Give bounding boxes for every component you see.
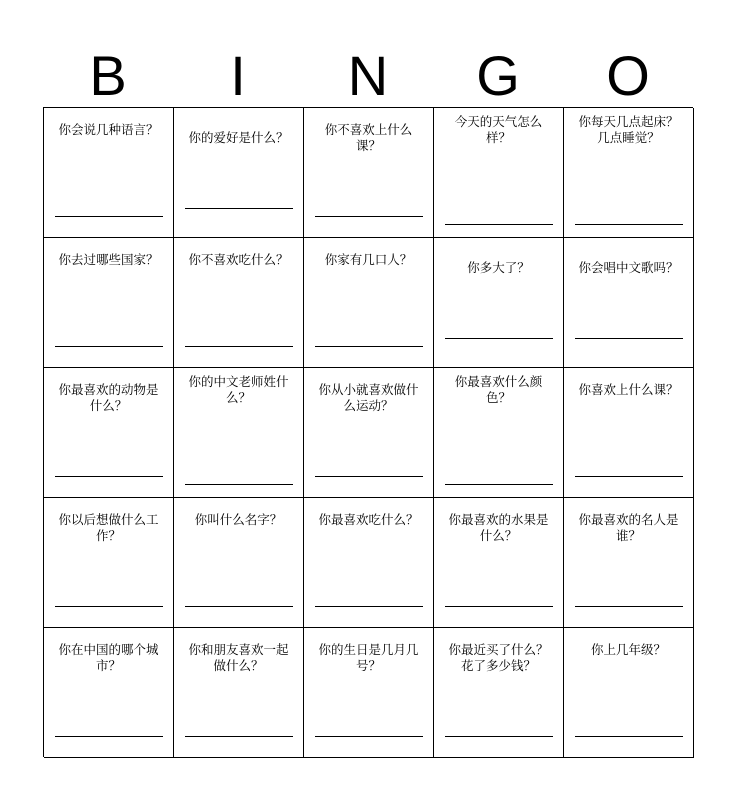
bingo-cell: [44, 108, 174, 238]
bingo-header: [43, 45, 693, 107]
answer-line: [185, 208, 293, 209]
answer-line: [55, 476, 163, 477]
header-letter-g: G: [476, 44, 520, 107]
cell-question: 你最喜欢什么颜色？: [454, 374, 543, 405]
bingo-grid: [43, 107, 693, 757]
answer-line: [315, 216, 423, 217]
answer-line: [445, 224, 553, 225]
bingo-cell: [434, 368, 564, 498]
answer-line: [315, 476, 423, 477]
bingo-cell: [434, 498, 564, 628]
answer-line: [315, 346, 423, 347]
bingo-cell: [44, 368, 174, 498]
answer-line: [445, 484, 553, 485]
bingo-cell: [174, 498, 304, 628]
bingo-cell: [174, 238, 304, 368]
bingo-cell: [304, 498, 434, 628]
cell-question: 你会说几种语言？: [58, 122, 159, 137]
bingo-cell: [304, 368, 434, 498]
bingo-cell: [44, 238, 174, 368]
cell-question: 你喜欢上什么课？: [578, 382, 679, 397]
bingo-cell: [44, 498, 174, 628]
answer-line: [55, 736, 163, 737]
cell-question: 你最喜欢的水果是什么？: [448, 512, 549, 543]
answer-line: [185, 606, 293, 607]
answer-line: [575, 476, 683, 477]
cell-question: 你多大了？: [467, 260, 530, 275]
bingo-cell: [434, 238, 564, 368]
bingo-cell: [564, 108, 694, 238]
bingo-cell: [564, 238, 694, 368]
answer-line: [315, 736, 423, 737]
header-letter-o: O: [606, 44, 650, 107]
cell-question: 你最喜欢的名人是谁？: [578, 512, 679, 543]
answer-line: [445, 338, 553, 339]
cell-question: 你的爱好是什么？: [188, 130, 289, 145]
cell-question: 你家有几口人？: [324, 252, 413, 267]
answer-line: [575, 224, 683, 225]
bingo-cell: [174, 108, 304, 238]
answer-line: [55, 606, 163, 607]
cell-question: 你的中文老师姓什么？: [188, 374, 289, 405]
cell-question: 你在中国的哪个城市？: [58, 642, 159, 673]
bingo-cell: [174, 368, 304, 498]
cell-question: 你叫什么名字？: [194, 512, 283, 527]
answer-line: [55, 346, 163, 347]
answer-line: [315, 606, 423, 607]
bingo-cell: [564, 628, 694, 758]
cell-question: 今天的天气怎么样？: [454, 114, 543, 145]
bingo-cell: [564, 498, 694, 628]
answer-line: [55, 216, 163, 217]
cell-question: 你去过哪些国家？: [58, 252, 159, 267]
answer-line: [575, 338, 683, 339]
answer-line: [575, 606, 683, 607]
answer-line: [185, 346, 293, 347]
bingo-cell: [44, 628, 174, 758]
cell-question: 你每天几点起床？几点睡觉？: [578, 114, 679, 145]
bingo-cell: [434, 628, 564, 758]
cell-question: 你上几年级？: [590, 642, 666, 657]
answer-line: [575, 736, 683, 737]
answer-line: [185, 484, 293, 485]
answer-line: [445, 736, 553, 737]
cell-question: 你不喜欢吃什么？: [188, 252, 289, 267]
bingo-cell: [304, 628, 434, 758]
cell-question: 你的生日是几月几号？: [318, 642, 419, 673]
cell-question: 你最喜欢吃什么？: [318, 512, 419, 527]
cell-question: 你最近买了什么？花了多少钱？: [448, 642, 549, 673]
bingo-cell: [304, 108, 434, 238]
cell-question: 你和朋友喜欢一起做什么？: [188, 642, 289, 673]
bingo-cell: [174, 628, 304, 758]
cell-question: 你最喜欢的动物是什么？: [58, 382, 159, 413]
header-letter-n: N: [347, 44, 389, 107]
cell-question: 你不喜欢上什么课？: [324, 122, 413, 153]
bingo-cell: [304, 238, 434, 368]
answer-line: [445, 606, 553, 607]
answer-line: [185, 736, 293, 737]
header-letter-i: I: [230, 44, 246, 107]
cell-question: 你会唱中文歌吗？: [578, 260, 679, 275]
cell-question: 你从小就喜欢做什么运动？: [318, 382, 419, 413]
bingo-cell: [434, 108, 564, 238]
cell-question: 你以后想做什么工作？: [58, 512, 159, 543]
bingo-cell: [564, 368, 694, 498]
header-letter-b: B: [89, 44, 127, 107]
